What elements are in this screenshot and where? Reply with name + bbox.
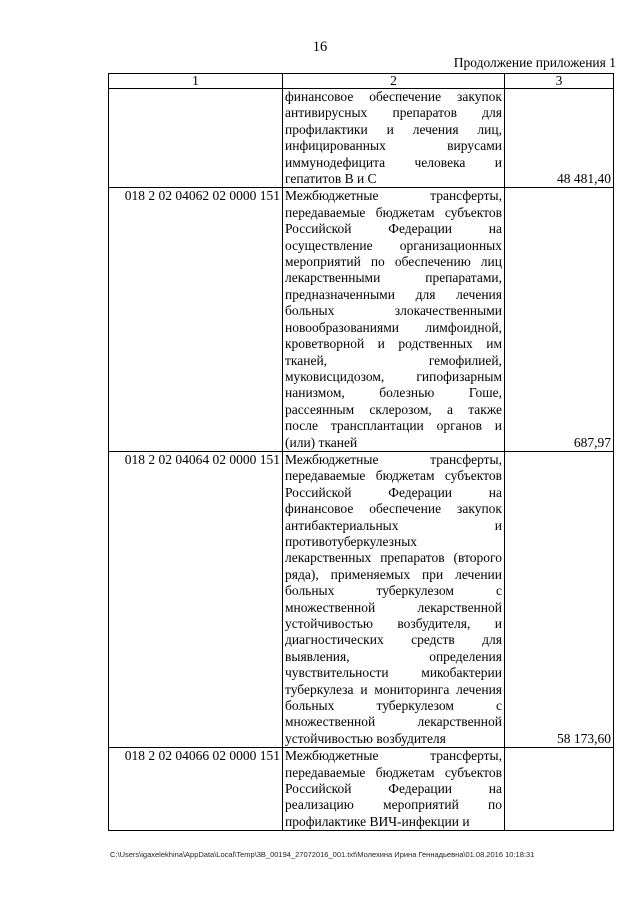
table-row — [109, 188, 614, 452]
continuation-note: Продолжение приложения 1 — [453, 55, 616, 70]
row-amount: 48 481,40 — [505, 89, 614, 188]
row-amount — [505, 748, 614, 831]
table-row — [109, 451, 614, 747]
row-amount: 58 173,60 — [505, 451, 614, 747]
row-code — [109, 89, 283, 188]
row-code: 018 2 02 04064 02 0000 151 — [109, 451, 283, 747]
row-description: Межбюджетные трансферты, передаваемые бюджетам субъектов Российской Федерации на реализацию мероприятий по профилактике ВИЧ-инфекции и — [283, 748, 505, 831]
column-header-2: 2 — [283, 74, 505, 89]
column-header-3: 3 — [505, 74, 614, 89]
column-header-1: 1 — [109, 74, 283, 89]
footer-file-path: C:\Users\igaxelekhina\AppData\Local\Temp\3B_00194_27072016_001.txt\Молехина Ирина Геннадьевна\01.08.2016 10:18:31 — [110, 850, 535, 859]
row-description: Межбюджетные трансферты, передаваемые бюджетам субъектов Российской Федерации на осуществление организационных мероприятий по обеспечению лиц лекарственными препаратами, предназначенными для лечения больных злокачественными новообразованиями лимфоидной, кроветворной и родственных им тканей, гемофилией, муковисцидозом, гипофизарным нанизмом, болезнью Гоше, рассеянным склерозом, а также после трансплантации органов и (или) тканей — [283, 188, 505, 452]
row-amount: 687,97 — [505, 188, 614, 452]
row-code: 018 2 02 04066 02 0000 151 — [109, 748, 283, 831]
table-header-row — [109, 74, 614, 89]
table-row — [109, 748, 614, 831]
page-number: 16 — [312, 39, 328, 55]
row-code: 018 2 02 04062 02 0000 151 — [109, 188, 283, 452]
appendix-table — [108, 73, 614, 831]
row-description: Межбюджетные трансферты, передаваемые бюджетам субъектов Российской Федерации на финансовое обеспечение закупок антибактериальных и противотуберкулезных лекарственных препаратов (второго ряда), применяемых при лечении больных туберкулезом с множественной лекарственной устойчивостью возбудителя, и диагностических средств для выявления, определения чувствительности микобактерии туберкулеза и мониторинга лечения больных туберкулезом с множественной лекарственной устойчивостью возбудителя — [283, 451, 505, 747]
row-description: финансовое обеспечение закупок антивирусных препаратов для профилактики и лечения лиц, инфицированных вирусами иммунодефицита человека и гепатитов В и С — [283, 89, 505, 188]
table-row — [109, 89, 614, 188]
